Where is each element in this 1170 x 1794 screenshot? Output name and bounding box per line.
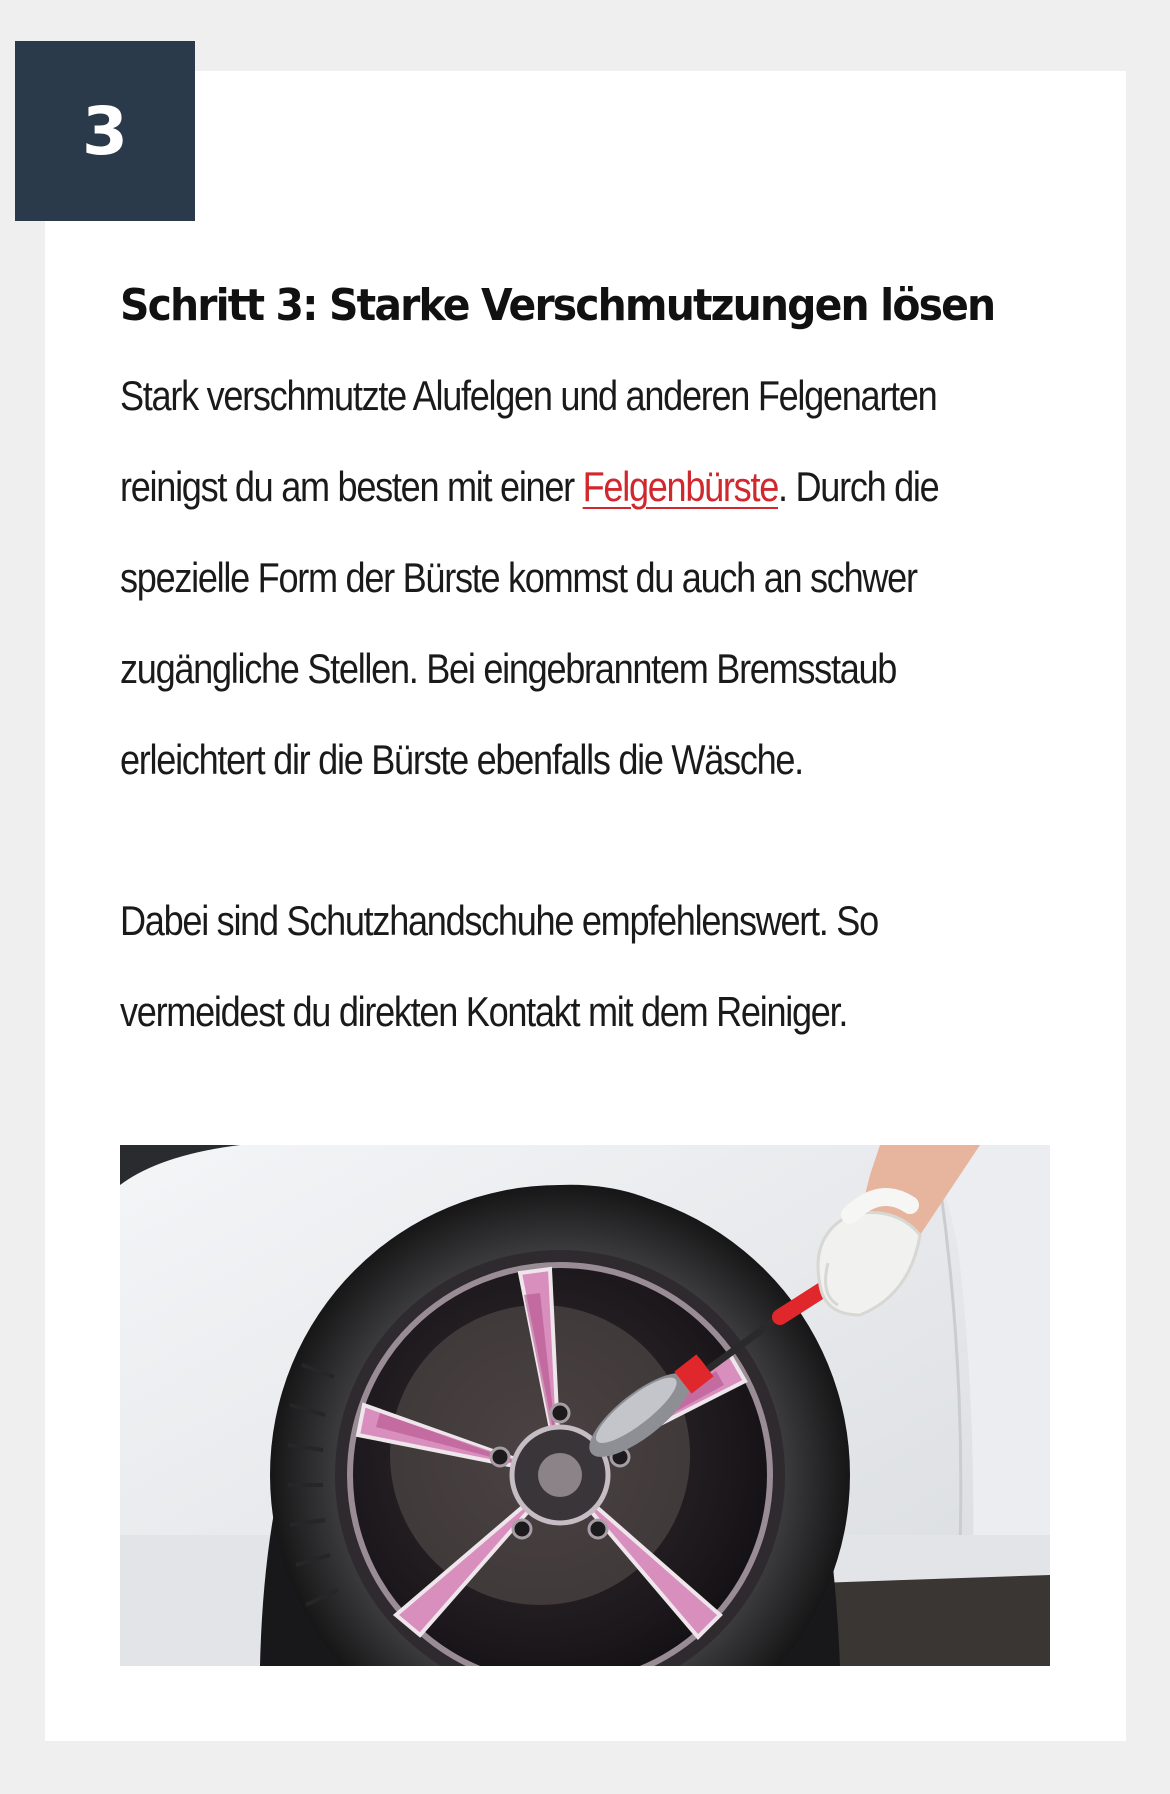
step-number-badge [15, 41, 195, 221]
paragraph-line: vermeidest du direkten Kontakt mit dem Reiniger. [120, 988, 848, 1035]
paragraph-gloves [120, 875, 1050, 1057]
paragraph-line: Dabei sind Schutzhandschuhe empfehlenswert. So [120, 897, 878, 944]
paragraph-line: Stark verschmutzte Alufelgen und anderen Felgenarten [120, 372, 937, 419]
paragraph-text: reinigst du am besten mit einer [120, 463, 583, 510]
felgenbuerste-link[interactable]: Felgenbürste [582, 463, 778, 510]
paragraph-brush-usage [120, 350, 1050, 805]
step-number: 3 [82, 92, 128, 170]
paragraph-text: . Durch die [777, 463, 939, 510]
wheel-cleaning-illustration [120, 1145, 1050, 1666]
wheel-cleaning-photo [120, 1145, 1050, 1666]
paragraph-line [120, 441, 939, 532]
paragraph-line: erleichtert dir die Bürste ebenfalls die Wäsche. [120, 736, 803, 783]
paragraph-line: spezielle Form der Bürste kommst du auch an schwer [120, 554, 917, 601]
paragraph-line: zugängliche Stellen. Bei eingebranntem Bremsstaub [120, 645, 897, 692]
step-title: Schritt 3: Starke Verschmutzungen lösen [120, 280, 995, 331]
step-content [120, 262, 1050, 1057]
